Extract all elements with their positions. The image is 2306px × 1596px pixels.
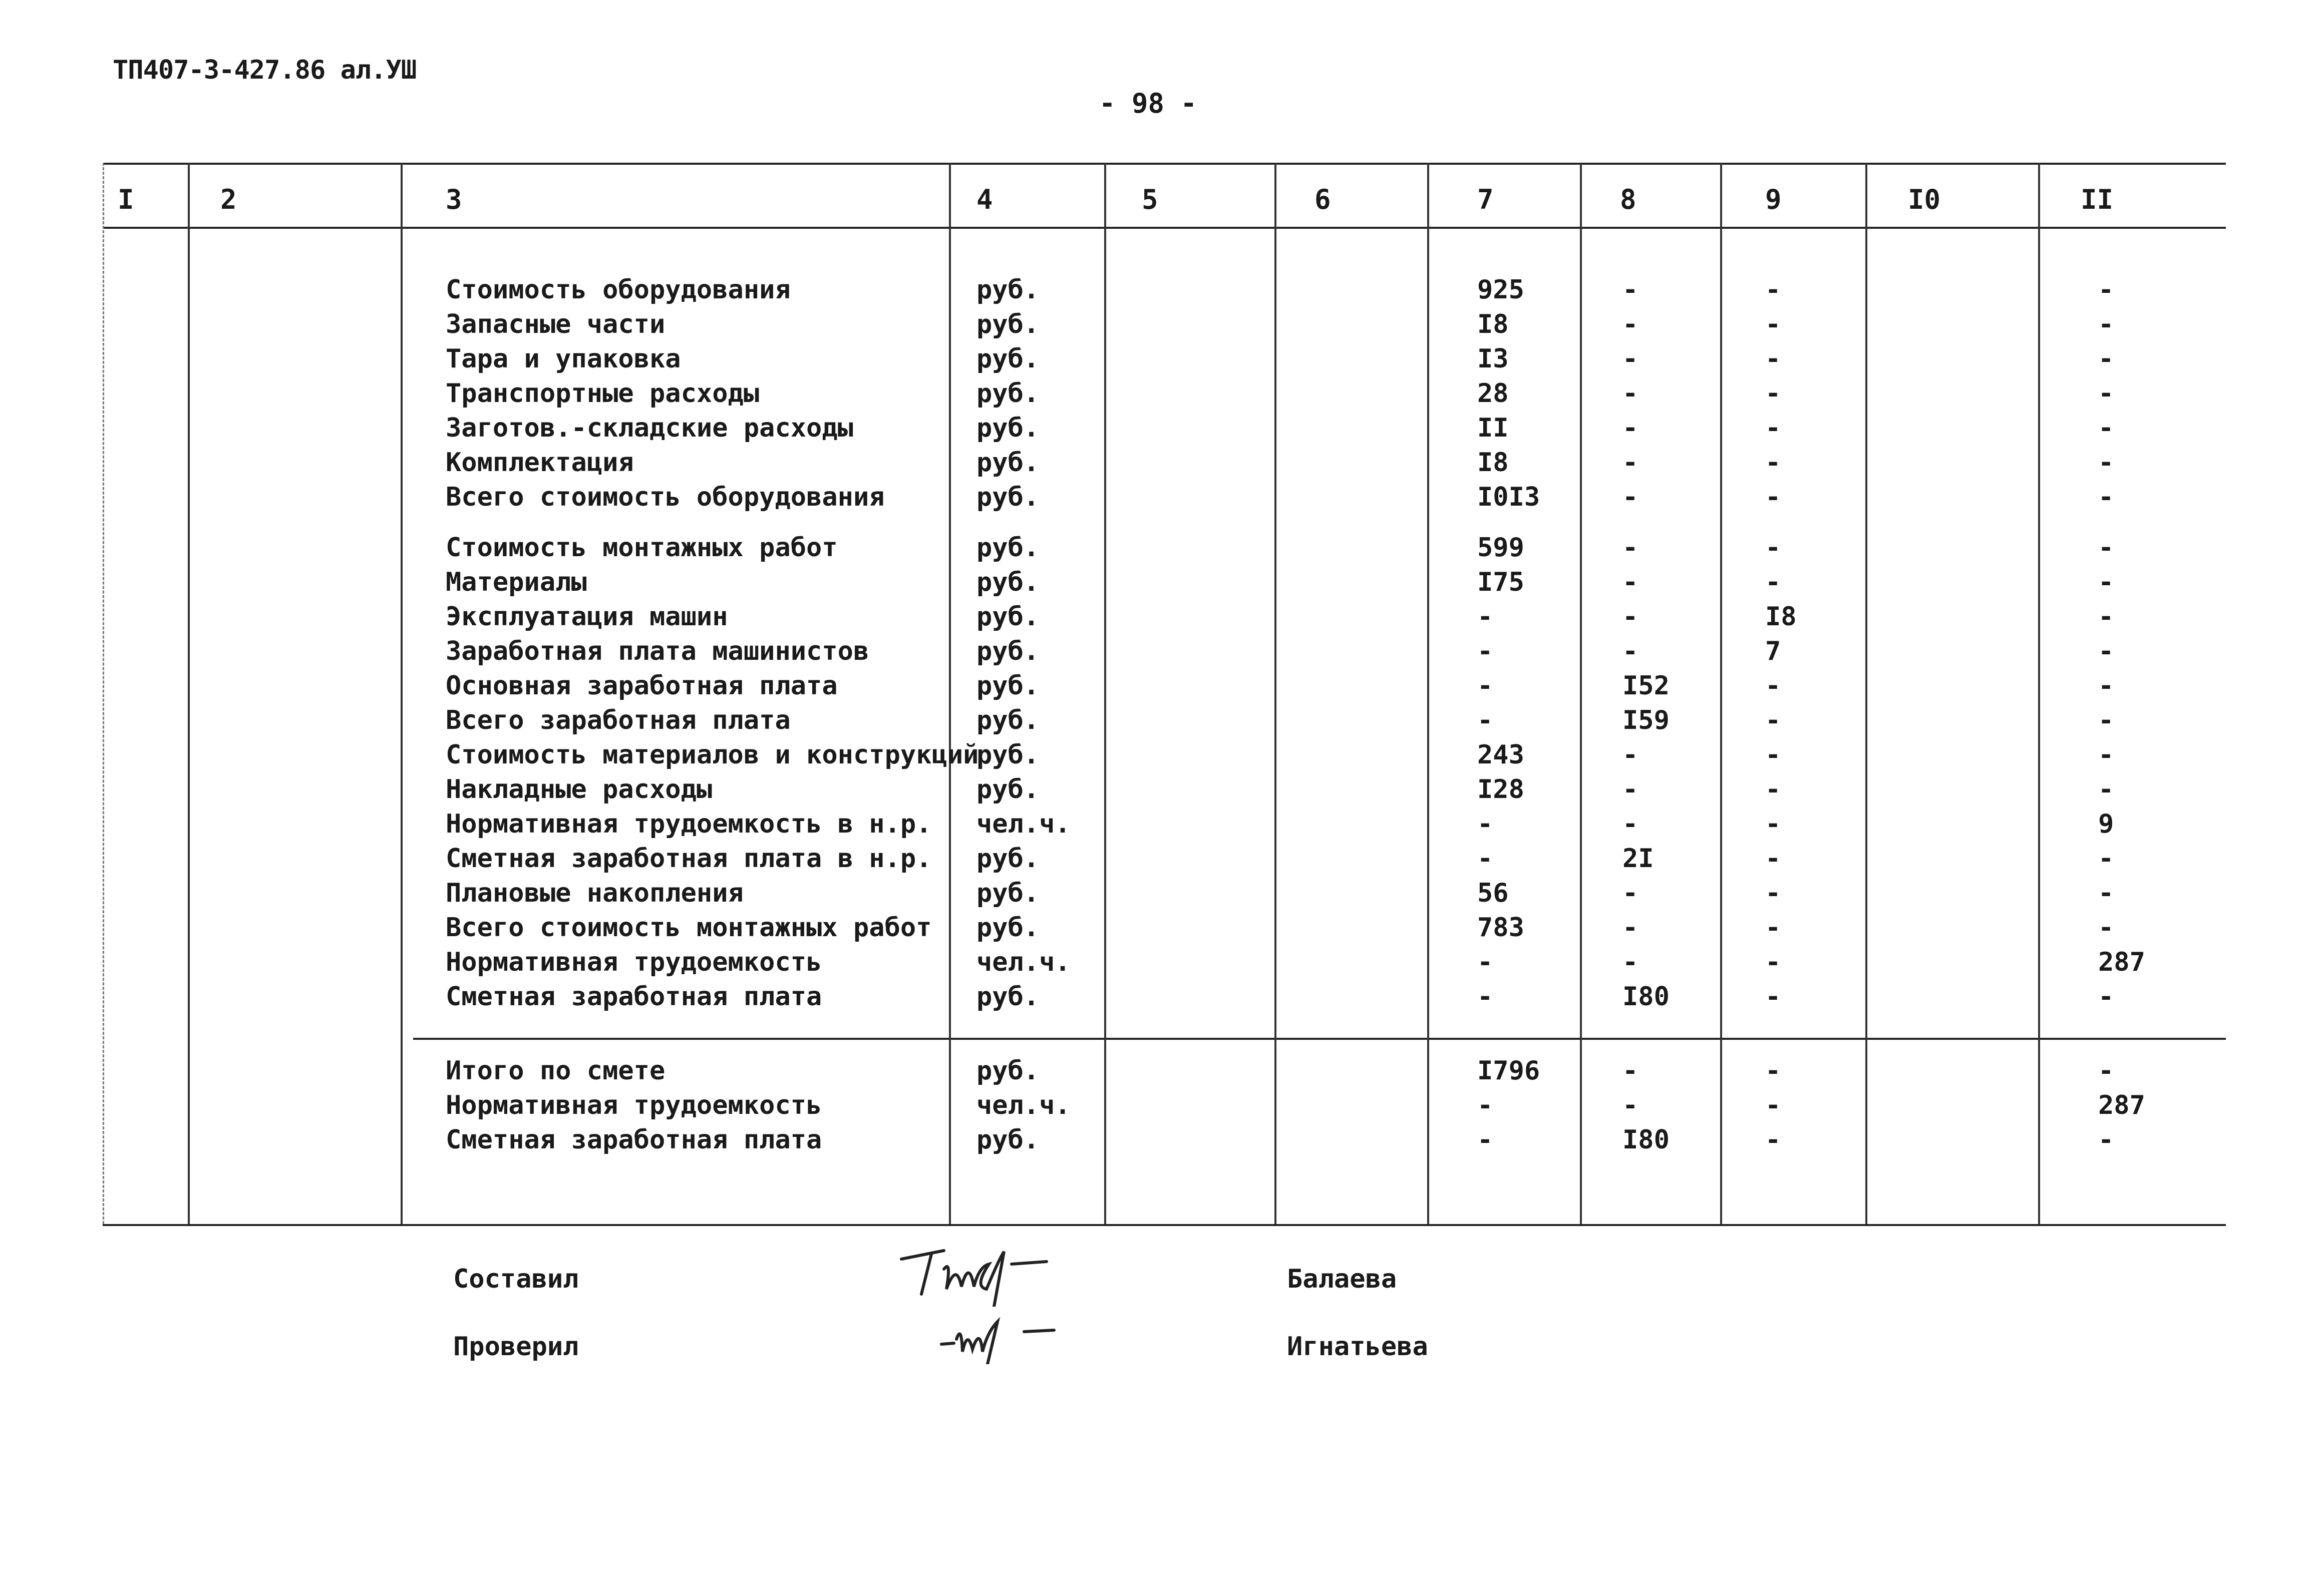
row-col11: - [2098, 344, 2114, 374]
col-header-7: 7 [1477, 184, 1494, 215]
row-col11: - [2098, 982, 2114, 1012]
row-col8: - [1622, 378, 1638, 409]
row-col11: 9 [2098, 809, 2114, 839]
row-col7: 783 [1477, 913, 1524, 943]
row-col11: - [2098, 740, 2114, 770]
row-col9: - [1765, 533, 1781, 563]
row-col9: I8 [1765, 602, 1797, 632]
col-header-1: I [118, 184, 134, 215]
row-name: Комплектация [446, 448, 634, 478]
table-row [103, 1054, 2226, 1088]
table-row [103, 531, 2226, 565]
subtotal-rule [413, 1038, 2226, 1040]
row-col7: 599 [1477, 533, 1524, 563]
row-name: Запасные части [446, 309, 666, 339]
row-col7: - [1477, 1090, 1493, 1120]
row-col8: - [1622, 309, 1638, 339]
row-col8: - [1622, 567, 1638, 597]
row-col8: - [1622, 275, 1638, 305]
row-unit: руб. [976, 275, 1040, 305]
col-header-2: 2 [220, 184, 237, 215]
row-col7: II [1477, 413, 1509, 443]
row-col11: - [2098, 636, 2114, 666]
row-col8: - [1622, 774, 1638, 805]
col-header-9: 9 [1765, 184, 1782, 215]
compiled-name: Балаева [1287, 1264, 1397, 1294]
checked-name: Игнатьева [1287, 1332, 1428, 1362]
row-col8: - [1622, 533, 1638, 563]
row-col8: - [1622, 913, 1638, 943]
header-bottom-rule [103, 227, 2226, 229]
row-col11: - [2098, 774, 2114, 805]
row-col9: - [1765, 740, 1781, 770]
row-col7: I796 [1477, 1056, 1540, 1086]
row-col11: 287 [2098, 947, 2145, 977]
row-col9: - [1765, 982, 1781, 1012]
row-col9: 7 [1765, 636, 1781, 666]
row-col11: - [2098, 378, 2114, 409]
row-unit: руб. [976, 413, 1040, 443]
table-row [103, 1123, 2226, 1157]
table-top-rule [103, 163, 2226, 165]
row-col9: - [1765, 671, 1781, 701]
row-name: Транспортные расходы [446, 378, 760, 409]
row-unit: руб. [976, 844, 1040, 874]
row-col11: - [2098, 567, 2114, 597]
row-col7: - [1477, 982, 1493, 1012]
table-row [103, 411, 2226, 446]
row-col8: - [1622, 1090, 1638, 1120]
row-col8: I59 [1622, 705, 1670, 735]
page-number: - 98 - [1099, 88, 1197, 119]
row-col9: - [1765, 567, 1781, 597]
row-col8: - [1622, 482, 1638, 512]
table-row [103, 446, 2226, 480]
row-unit: руб. [976, 448, 1040, 478]
row-col8: 2I [1622, 844, 1654, 874]
row-name: Нормативная трудоемкость в н.р. [446, 809, 932, 839]
row-unit: руб. [976, 378, 1040, 409]
table-row [103, 945, 2226, 980]
row-col7: I28 [1477, 774, 1524, 805]
row-col11: - [2098, 275, 2114, 305]
row-col9: - [1765, 774, 1781, 805]
row-col11: - [2098, 413, 2114, 443]
row-col9: - [1765, 482, 1781, 512]
row-col11: - [2098, 1125, 2114, 1155]
row-name: Заготов.-складские расходы [446, 413, 853, 443]
row-col8: I80 [1622, 1125, 1670, 1155]
row-col11: - [2098, 482, 2114, 512]
row-col9: - [1765, 344, 1781, 374]
row-col8: - [1622, 740, 1638, 770]
row-col9: - [1765, 413, 1781, 443]
row-name: Плановые накопления [446, 878, 744, 908]
table-row [103, 807, 2226, 842]
row-unit: руб. [976, 482, 1040, 512]
row-col9: - [1765, 275, 1781, 305]
row-col7: I8 [1477, 309, 1509, 339]
row-unit: руб. [976, 567, 1040, 597]
row-col9: - [1765, 913, 1781, 943]
table-row [103, 911, 2226, 945]
row-name: Накладные расходы [446, 774, 713, 805]
row-col11: - [2098, 1056, 2114, 1086]
row-col11: - [2098, 602, 2114, 632]
row-col11: - [2098, 448, 2114, 478]
row-name: Нормативная трудоемкость [446, 947, 822, 977]
row-col8: - [1622, 1056, 1638, 1086]
row-unit: руб. [976, 671, 1040, 701]
row-col8: - [1622, 448, 1638, 478]
row-name: Итого по смете [446, 1056, 666, 1086]
col-header-6: 6 [1314, 184, 1331, 215]
table-row [103, 273, 2226, 307]
row-unit: руб. [976, 740, 1040, 770]
table-row [103, 634, 2226, 669]
row-name: Стоимость оборудования [446, 275, 791, 305]
row-col7: - [1477, 602, 1493, 632]
row-name: Стоимость материалов и конструкций [446, 740, 979, 770]
row-name: Сметная заработная плата [446, 982, 822, 1012]
document-code: ТП407-3-427.86 ал.УШ [113, 55, 417, 85]
row-name: Всего стоимость оборудования [446, 482, 885, 512]
row-col7: 925 [1477, 275, 1524, 305]
row-col11: - [2098, 913, 2114, 943]
row-unit: руб. [976, 602, 1040, 632]
row-col7: - [1477, 671, 1493, 701]
col-header-4: 4 [976, 184, 993, 215]
col-header-11: II [2081, 184, 2114, 215]
row-col7: - [1477, 844, 1493, 874]
row-unit: руб. [976, 913, 1040, 943]
row-col9: - [1765, 309, 1781, 339]
row-unit: руб. [976, 1125, 1040, 1155]
row-col8: - [1622, 947, 1638, 977]
table-row [103, 307, 2226, 342]
table-row [103, 772, 2226, 807]
row-unit: чел.ч. [976, 947, 1071, 977]
row-name: Сметная заработная плата в н.р. [446, 844, 932, 874]
table-row [103, 876, 2226, 911]
table-row [103, 480, 2226, 515]
row-col7: - [1477, 947, 1493, 977]
row-unit: чел.ч. [976, 809, 1071, 839]
row-col9: - [1765, 1090, 1781, 1120]
checked-signature [936, 1304, 1077, 1364]
row-col7: I8 [1477, 448, 1509, 478]
row-unit: руб. [976, 636, 1040, 666]
row-col7: - [1477, 809, 1493, 839]
table-row [103, 738, 2226, 772]
row-col7: - [1477, 636, 1493, 666]
col-header-5: 5 [1142, 184, 1158, 215]
row-col7: - [1477, 1125, 1493, 1155]
row-col7: I75 [1477, 567, 1524, 597]
row-name: Всего заработная плата [446, 705, 791, 735]
row-col9: - [1765, 448, 1781, 478]
row-col11: - [2098, 533, 2114, 563]
row-col9: - [1765, 809, 1781, 839]
table-row [103, 342, 2226, 376]
row-col8: - [1622, 809, 1638, 839]
row-name: Эксплуатация машин [446, 602, 728, 632]
row-name: Тара и упаковка [446, 344, 681, 374]
row-col11: 287 [2098, 1090, 2145, 1120]
row-name: Основная заработная плата [446, 671, 838, 701]
table-row [103, 600, 2226, 634]
estimate-table [103, 163, 2226, 1224]
row-name: Всего стоимость монтажных работ [446, 913, 932, 943]
row-name: Стоимость монтажных работ [446, 533, 838, 563]
row-col8: - [1622, 413, 1638, 443]
row-unit: руб. [976, 705, 1040, 735]
row-unit: руб. [976, 309, 1040, 339]
row-col11: - [2098, 705, 2114, 735]
row-name: Заработная плата машинистов [446, 636, 869, 666]
col-header-8: 8 [1620, 184, 1636, 215]
row-col11: - [2098, 309, 2114, 339]
row-col8: - [1622, 602, 1638, 632]
checked-label: Проверил [453, 1332, 579, 1362]
row-unit: руб. [976, 533, 1040, 563]
col-header-3: 3 [446, 184, 462, 215]
row-col7: - [1477, 705, 1493, 735]
row-unit: руб. [976, 774, 1040, 805]
row-unit: руб. [976, 878, 1040, 908]
row-col7: I3 [1477, 344, 1509, 374]
row-col7: 28 [1477, 378, 1509, 409]
row-col9: - [1765, 1125, 1781, 1155]
compiled-label: Составил [453, 1264, 579, 1294]
row-col9: - [1765, 378, 1781, 409]
row-col7: 243 [1477, 740, 1524, 770]
row-col7: 56 [1477, 878, 1509, 908]
table-row [103, 842, 2226, 876]
row-unit: руб. [976, 1056, 1040, 1086]
row-unit: руб. [976, 982, 1040, 1012]
table-row [103, 565, 2226, 600]
table-bottom-rule [103, 1224, 2226, 1226]
row-col9: - [1765, 705, 1781, 735]
table-row [103, 376, 2226, 411]
row-col9: - [1765, 878, 1781, 908]
col-header-10: I0 [1908, 184, 1941, 215]
row-col8: - [1622, 636, 1638, 666]
row-col8: I52 [1622, 671, 1670, 701]
row-unit: чел.ч. [976, 1090, 1071, 1120]
row-col8: - [1622, 878, 1638, 908]
row-name: Нормативная трудоемкость [446, 1090, 822, 1120]
row-col7: I0I3 [1477, 482, 1540, 512]
row-unit: руб. [976, 344, 1040, 374]
row-col9: - [1765, 844, 1781, 874]
table-row [103, 703, 2226, 738]
compiled-signature [896, 1232, 1077, 1307]
row-col11: - [2098, 878, 2114, 908]
table-row [103, 980, 2226, 1014]
row-col9: - [1765, 1056, 1781, 1086]
row-col9: - [1765, 947, 1781, 977]
row-col11: - [2098, 844, 2114, 874]
row-name: Материалы [446, 567, 587, 597]
table-row [103, 1088, 2226, 1123]
table-row [103, 669, 2226, 703]
row-col8: - [1622, 344, 1638, 374]
row-col8: I80 [1622, 982, 1670, 1012]
row-name: Сметная заработная плата [446, 1125, 822, 1155]
row-col11: - [2098, 671, 2114, 701]
